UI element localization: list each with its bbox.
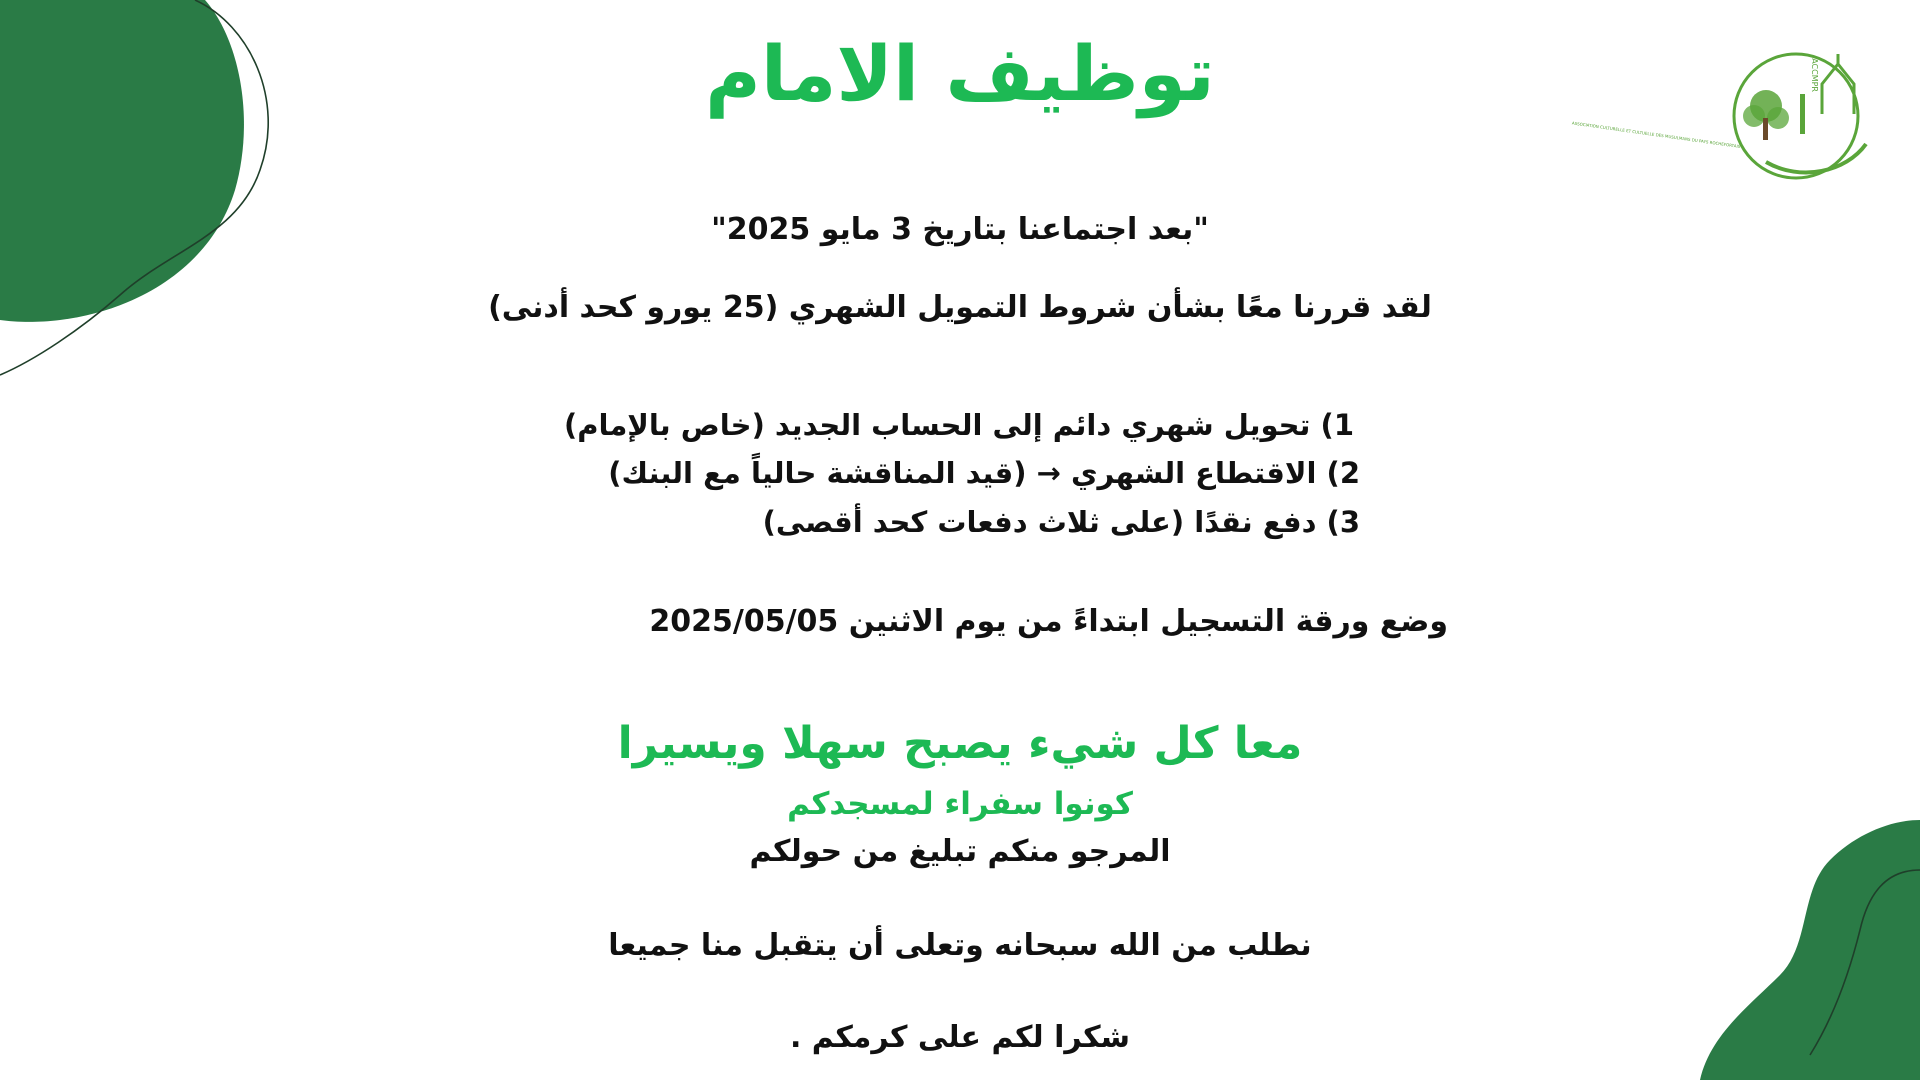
subslogan: كونوا سفراء لمسجدكم bbox=[787, 786, 1133, 822]
logo-full-name: ASSOCIATION CULTURELLE ET CULTUELLE DES MUSULMANS DU PAYS ROCHEFORTAIS bbox=[1571, 120, 1741, 149]
funding-decision-line: لقد قررنا معًا بشأن شروط التمويل الشهري (25 يورو كحد أدنى) bbox=[488, 290, 1432, 325]
slogan: معا كل شيء يصبح سهلا ويسيرا bbox=[617, 718, 1303, 769]
mosque-tree-logo-icon bbox=[1571, 44, 1876, 184]
meeting-date-line: "بعد اجتماعنا بتاريخ 3 مايو 2025" bbox=[711, 212, 1209, 247]
option-item-2: 2) الاقتطاع الشهري → (قيد المناقشة حالياً مع البنك) bbox=[608, 456, 1360, 490]
prayer-line: نطلب من الله سبحانه وتعلى أن يتقبل منا جميعا bbox=[608, 928, 1312, 963]
option-item-1: 1) تحويل شهري دائم إلى الحساب الجديد (خاص بالإمام) bbox=[563, 408, 1354, 442]
request-line: المرجو منكم تبليغ من حولكم bbox=[749, 834, 1171, 869]
page-title: توظيف الامام bbox=[705, 29, 1215, 118]
decorative-blob-bottom-right-icon bbox=[1700, 820, 1920, 1080]
registration-line: وضع ورقة التسجيل ابتداءً من يوم الاثنين 2025/05/05 bbox=[649, 604, 1448, 639]
thanks-line: شكرا لكم على كرمكم . bbox=[789, 1020, 1131, 1055]
decorative-blob-top-left-icon bbox=[0, 0, 290, 380]
option-item-3: 3) دفع نقدًا (على ثلاث دفعات كحد أقصى) bbox=[762, 505, 1360, 539]
logo-text: ACCMPR bbox=[1810, 58, 1819, 92]
